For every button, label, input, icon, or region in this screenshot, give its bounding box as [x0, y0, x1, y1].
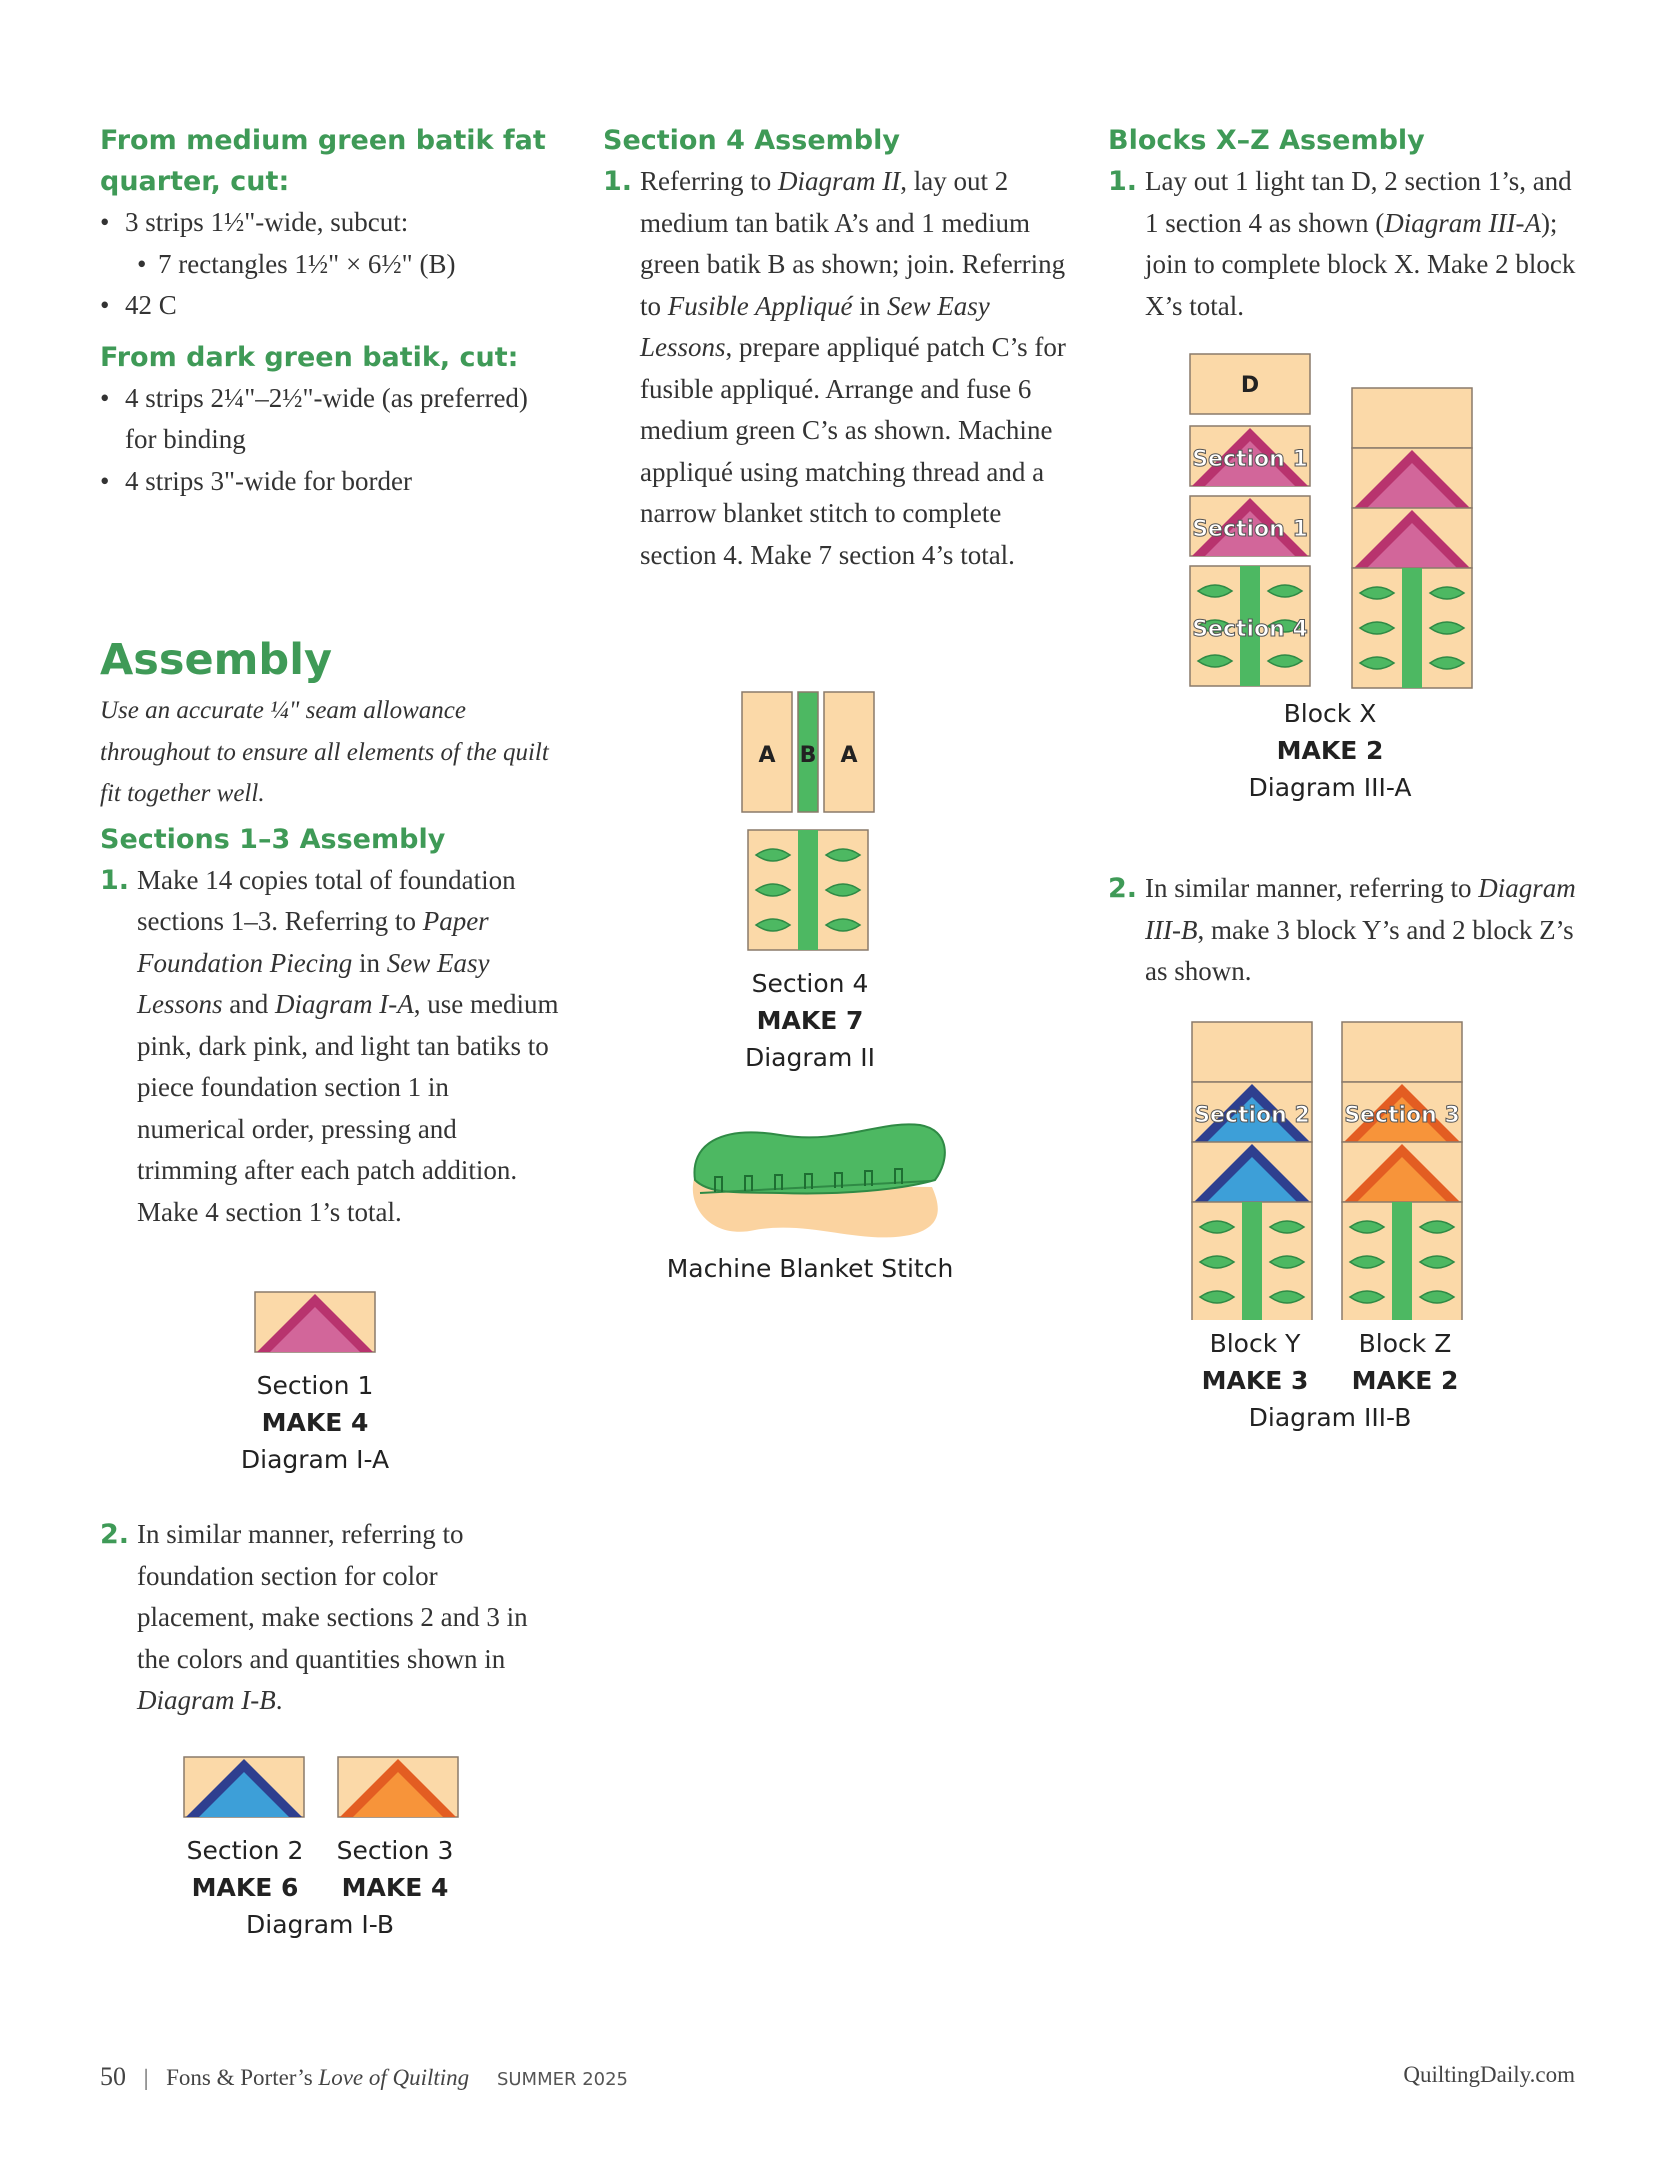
patch-b-label: B	[799, 743, 817, 768]
patch-a-label: A	[840, 743, 858, 768]
caption-block-z: Block Z	[1358, 1329, 1452, 1358]
blanket-stitch-diagram	[660, 1105, 960, 1287]
caption-make: MAKE 7	[756, 1006, 864, 1035]
blanket-stitch-illustration	[660, 1105, 960, 1245]
diagram-ii	[730, 690, 890, 1076]
heading-medium-green: From medium green batik fat quarter, cut:	[100, 125, 546, 197]
step-1	[100, 860, 560, 1234]
section-1-patch	[200, 1290, 430, 1354]
footer-left: 50 | Fons & Porter’s Love of Quilting SUMMER 2025	[100, 2062, 629, 2091]
heading-section-4: Section 4 Assembly	[603, 125, 900, 156]
caption-make: MAKE 4	[261, 1408, 369, 1437]
website-link[interactable]: QuiltingDaily.com	[1403, 2062, 1575, 2087]
caption-make-2: MAKE 2	[1351, 1366, 1459, 1395]
caption-label: Diagram I-B	[246, 1910, 394, 1939]
diagram-i-b	[170, 1755, 470, 1943]
caption-label: Diagram III-A	[1248, 773, 1412, 802]
list-item: • 42 C	[100, 285, 560, 327]
step-text: In similar manner, referring to foundation section for color placement, make sections 2 and 3 in the colors and quantities shown in Diagram I-B.	[137, 1519, 528, 1715]
caption-section-3: Section 3	[336, 1836, 454, 1865]
section-4-diagram	[730, 690, 890, 960]
list-item: • 4 strips 2¼"–2½"-wide (as preferred) for binding	[100, 378, 560, 461]
column-2	[603, 120, 1073, 576]
step-number: 2.	[100, 1519, 130, 1550]
caption-name: Section 4	[751, 969, 869, 998]
caption-name: Section 1	[256, 1371, 374, 1400]
list-item: • 7 rectangles 1½" × 6½" (B)	[100, 244, 560, 286]
section-2-label: Section 2	[1194, 1103, 1310, 1128]
step-text: In similar manner, referring to Diagram III-B, make 3 block Y’s and 2 block Z’s as shown.	[1145, 873, 1576, 986]
diagram-iii-b	[1180, 1020, 1480, 1436]
assembly-title: Assembly	[100, 635, 332, 685]
column-3-lower	[1108, 868, 1578, 993]
assembly-note: Use an accurate ¼" seam allowance throughout to ensure all elements of the quilt fit together well.	[100, 697, 549, 807]
step-text: Make 14 copies total of foundation sections 1–3. Referring to Paper Foundation Piecing in Sew Easy Lessons and Diagram I-A, use medium pink, dark pink, and light tan batiks to piece foundation section 1 in numerical order, pressing and trimming after each patch addition. Make 4 section 1’s total.	[137, 864, 559, 1227]
patch-a-label: A	[758, 743, 776, 768]
blocks-y-z-diagram	[1180, 1020, 1480, 1320]
section-1-label: Section 1	[1192, 517, 1308, 542]
step-2	[1108, 868, 1578, 993]
heading-sections-1-3: Sections 1–3 Assembly	[100, 823, 446, 855]
patch-d-label: D	[1240, 373, 1260, 398]
caption-make-6: MAKE 6	[191, 1873, 299, 1902]
caption-make-4: MAKE 4	[341, 1873, 449, 1902]
caption-label: Diagram III-B	[1248, 1403, 1412, 1432]
stitch-caption: Machine Blanket Stitch	[666, 1254, 954, 1283]
step-number: 1.	[100, 864, 130, 896]
column-1	[100, 120, 560, 1233]
diagram-i-a	[200, 1290, 430, 1478]
sections-2-3-patches	[170, 1755, 470, 1819]
column-1-lower	[100, 1514, 560, 1722]
heading-blocks-x-z: Blocks X–Z Assembly	[1108, 125, 1425, 156]
step-1	[1108, 161, 1578, 327]
section-4-label: Section 4	[1192, 617, 1308, 642]
caption-section-2: Section 2	[186, 1836, 304, 1865]
step-number: 2.	[1108, 873, 1138, 904]
section-3-label: Section 3	[1344, 1103, 1460, 1128]
page-number: 50	[100, 2062, 126, 2091]
step-2	[100, 1514, 560, 1722]
publication-name: Fons & Porter’s Love of Quilting	[166, 2065, 470, 2090]
step-text: Referring to Diagram II, lay out 2 medium tan batik A’s and 1 medium green batik B as shown; join. Referring to Fusible Appliqué in Sew Easy Lessons, prepare appliqué patch C’s for fusible appliqué. Arrange and fuse 6 medium green C’s as shown. Machine appliqué using matching thread and a narrow blanket stitch to complete section 4. Make 7 section 4’s total.	[640, 166, 1066, 570]
block-x-diagram	[1180, 352, 1480, 692]
step-text: Lay out 1 light tan D, 2 section 1’s, and 1 section 4 as shown (Diagram III-A); join to complete block X. Make 2 block X’s total.	[1145, 166, 1576, 321]
heading-dark-green: From dark green batik, cut:	[100, 341, 519, 373]
step-number: 1.	[1108, 166, 1138, 197]
caption-block-y: Block Y	[1209, 1329, 1301, 1358]
list-item: • 3 strips 1½"-wide, subcut:	[100, 202, 560, 244]
column-3	[1108, 120, 1578, 327]
green-cut-list	[100, 202, 560, 327]
list-item: • 4 strips 3"-wide for border	[100, 461, 560, 503]
section-1-label: Section 1	[1192, 447, 1308, 472]
caption-make: MAKE 2	[1276, 736, 1384, 765]
diagram-iii-a	[1180, 352, 1480, 806]
caption-make-3: MAKE 3	[1201, 1366, 1309, 1395]
caption-block-x: Block X	[1283, 699, 1377, 728]
issue-label: SUMMER 2025	[496, 2069, 629, 2090]
caption-label: Diagram I-A	[240, 1445, 390, 1474]
step-1	[603, 161, 1073, 576]
caption-label: Diagram II	[744, 1043, 876, 1072]
dark-cut-list	[100, 378, 560, 503]
step-number: 1.	[603, 166, 633, 197]
